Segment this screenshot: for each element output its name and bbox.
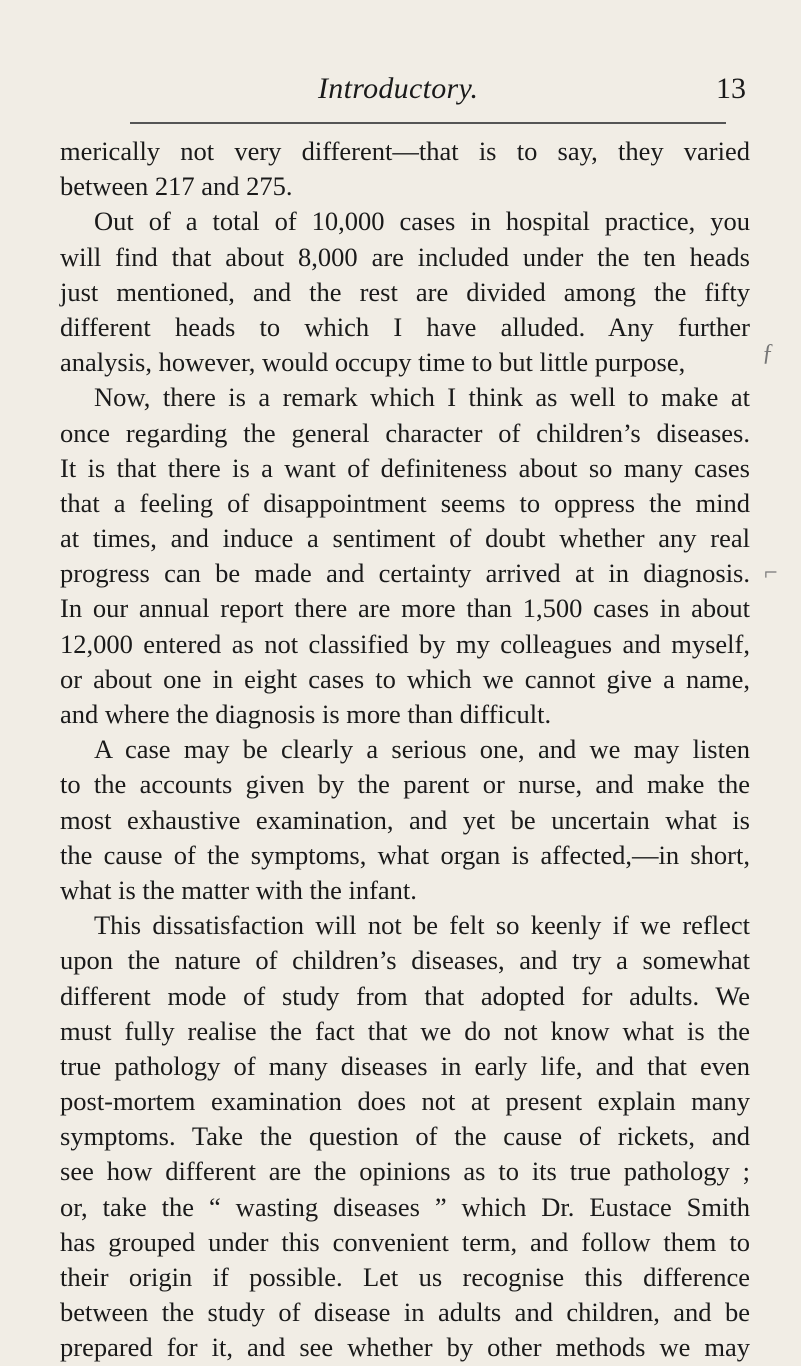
- text-line: what is the matter with the infant.: [60, 874, 417, 905]
- text-line: once regarding the general character of children’s diseases.: [60, 417, 750, 448]
- body-text: [60, 134, 750, 1366]
- text-line: prepared for it, and see whether by other methods we may: [60, 1332, 750, 1363]
- text-line: This dissatisfaction will not be felt so keenly if we reflect: [94, 910, 750, 941]
- text-line: Now, there is a remark which I think as well to make at: [94, 382, 750, 413]
- text-line: progress can be made and certainty arrived at in diagnosis.: [60, 558, 750, 589]
- margin-pencil-mark: ƒ: [762, 340, 774, 366]
- text-line: just mentioned, and the rest are divided among the fifty: [60, 276, 750, 307]
- header-rule: [130, 122, 726, 124]
- text-line: merically not very different—that is to say, they varied: [60, 136, 750, 166]
- text-line: to the accounts given by the parent or nurse, and make the: [60, 769, 750, 800]
- text-line: at times, and induce a sentiment of doubt whether any real: [60, 523, 750, 554]
- running-title: Introductory.: [318, 72, 479, 105]
- text-line: A case may be clearly a serious one, and we may listen: [94, 734, 750, 765]
- text-line: analysis, however, would occupy time to but little purpose,: [60, 347, 686, 378]
- margin-pencil-mark: ⌐: [764, 560, 778, 586]
- text-line: upon the nature of children’s diseases, and try a somewhat: [60, 945, 750, 976]
- text-line: most exhaustive examination, and yet be uncertain what is: [60, 804, 750, 835]
- text-line: different mode of study from that adopted for adults. We: [60, 980, 750, 1011]
- text-line: the cause of the symptoms, what organ is affected,—in short,: [60, 839, 750, 870]
- page-header: [0, 72, 801, 112]
- text-line: must fully realise the fact that we do not know what is the: [60, 1015, 750, 1046]
- text-line: between the study of disease in adults and children, and be: [60, 1297, 750, 1328]
- text-line: Out of a total of 10,000 cases in hospital practice, you: [94, 206, 750, 237]
- text-line: will find that about 8,000 are included under the ten heads: [60, 241, 750, 272]
- text-line: 12,000 entered as not classified by my colleagues and myself,: [60, 628, 750, 659]
- text-line: and where the diagnosis is more than difficult.: [60, 699, 552, 729]
- text-line: different heads to which I have alluded. Any further: [60, 311, 750, 342]
- text-line: or about one in eight cases to which we cannot give a name,: [60, 663, 750, 694]
- text-line: In our annual report there are more than 1,500 cases in about: [60, 593, 750, 624]
- text-line: their origin if possible. Let us recognise this difference: [60, 1262, 750, 1292]
- text-line: between 217 and 275.: [60, 171, 293, 202]
- text-line: It is that there is a want of definiteness about so many cases: [60, 452, 750, 483]
- text-line: that a feeling of disappointment seems to oppress the mind: [60, 487, 750, 518]
- text-line: has grouped under this convenient term, and follow them to: [60, 1226, 750, 1257]
- text-line: post-mortem examination does not at present explain many: [60, 1086, 750, 1117]
- text-line: or, take the “ wasting diseases ” which Dr. Eustace Smith: [60, 1191, 750, 1222]
- text-line: true pathology of many diseases in early life, and that even: [60, 1050, 750, 1081]
- text-line: see how different are the opinions as to its true pathology ;: [60, 1156, 750, 1187]
- text-line: symptoms. Take the question of the cause of rickets, and: [60, 1121, 750, 1152]
- page-number: 13: [716, 72, 746, 105]
